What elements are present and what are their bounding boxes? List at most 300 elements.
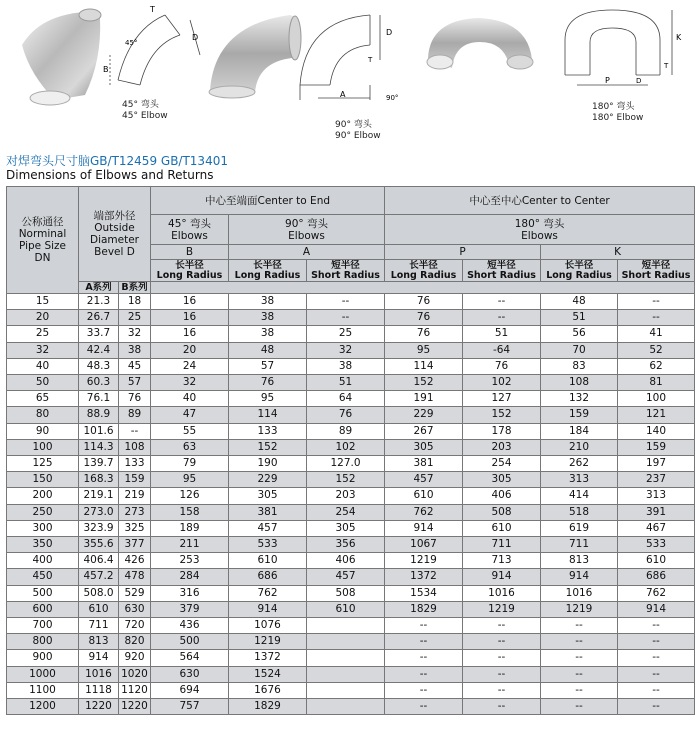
cell-od-a: 33.7 (79, 326, 119, 342)
elbow-45-photo (22, 9, 101, 105)
cell-od-b: 57 (119, 375, 151, 391)
cell-a-short (307, 634, 385, 650)
cell-p-short: 406 (463, 488, 541, 504)
sub-B-long-en: Long Radius (156, 269, 223, 281)
cell-p-long: 1219 (385, 553, 463, 569)
cell-a-short (307, 682, 385, 698)
cell-k-long: 1219 (541, 601, 618, 617)
cell-p-short: 102 (463, 375, 541, 391)
cell-k-short: 62 (618, 358, 695, 374)
caption-180 (592, 102, 643, 124)
cell-k-long: -- (541, 666, 618, 682)
cell-a-short: 89 (307, 423, 385, 439)
cell-k-long: 813 (541, 553, 618, 569)
header-center-to-end: 中心至端面Center to End (151, 187, 385, 215)
cell-a-long: 1829 (229, 699, 307, 715)
header-center-to-center: 中心至中心Center to Center (385, 187, 695, 215)
cell-p-short: 1016 (463, 585, 541, 601)
cell-k-long: 210 (541, 439, 618, 455)
cell-p-long: 152 (385, 375, 463, 391)
cell-a-long: 762 (229, 585, 307, 601)
cell-dn: 100 (7, 439, 79, 455)
cell-od-a: 48.3 (79, 358, 119, 374)
caption-45 (122, 100, 168, 122)
sub-K-short-cn: 短半径 (641, 259, 671, 271)
cell-od-a: 101.6 (79, 423, 119, 439)
cell-a-long: 686 (229, 569, 307, 585)
cell-a-long: 1076 (229, 618, 307, 634)
cell-p-long: 914 (385, 520, 463, 536)
sub-K-long-cn: 长半径 (564, 259, 594, 271)
cell-a-short: -- (307, 310, 385, 326)
table-body (7, 294, 695, 715)
cell-k-short: -- (618, 650, 695, 666)
cell-a-short: 305 (307, 520, 385, 536)
cell-k-short: 686 (618, 569, 695, 585)
cell-a-short: 64 (307, 391, 385, 407)
cell-a-long: 1524 (229, 666, 307, 682)
cell-k-short: 313 (618, 488, 695, 504)
sub-K-long-en: Long Radius (546, 269, 612, 281)
cell-od-a: 610 (79, 601, 119, 617)
hdr-od-en2: Diameter (89, 234, 140, 246)
cell-od-b: 108 (119, 439, 151, 455)
cell-dn: 800 (7, 634, 79, 650)
cell-b-long: 79 (151, 456, 229, 472)
cell-a-short: -- (307, 294, 385, 310)
hdr-dn-en3: DN (34, 252, 51, 264)
table-row (7, 294, 695, 310)
sub-A-long (229, 260, 307, 282)
cell-p-short: 610 (463, 520, 541, 536)
cell-od-a: 114.3 (79, 439, 119, 455)
cell-k-short: 762 (618, 585, 695, 601)
sub-B-long (151, 260, 229, 282)
cell-k-long: -- (541, 699, 618, 715)
label-D-90: D (386, 28, 393, 37)
hdr-dn-en1: Norminal (18, 228, 67, 240)
cell-od-b: 529 (119, 585, 151, 601)
cell-a-short: 406 (307, 553, 385, 569)
cell-k-long: 313 (541, 472, 618, 488)
cell-a-long: 914 (229, 601, 307, 617)
cell-p-short: 152 (463, 407, 541, 423)
cell-p-long: 305 (385, 439, 463, 455)
cell-dn: 250 (7, 504, 79, 520)
cell-p-long: -- (385, 682, 463, 698)
table-row (7, 601, 695, 617)
cell-p-short: -- (463, 682, 541, 698)
cell-a-long: 190 (229, 456, 307, 472)
table-row (7, 456, 695, 472)
cell-p-short: -- (463, 310, 541, 326)
cell-od-b: -- (119, 423, 151, 439)
cell-a-long: 95 (229, 391, 307, 407)
cell-dn: 400 (7, 553, 79, 569)
hdr-90-cn: 90° 弯头 (285, 217, 328, 230)
table-row (7, 634, 695, 650)
cell-b-long: 436 (151, 618, 229, 634)
cell-k-long: 711 (541, 537, 618, 553)
label-T-180: T (664, 62, 669, 70)
cell-b-long: 630 (151, 666, 229, 682)
caption-180-en: 180° Elbow (592, 113, 644, 123)
cell-k-long: 518 (541, 504, 618, 520)
cell-k-short: 159 (618, 439, 695, 455)
cell-b-long: 16 (151, 326, 229, 342)
table-title-cn: 对焊弯头尺寸脑GB/T12459 GB/T13401 (6, 154, 228, 168)
cell-k-short: -- (618, 294, 695, 310)
cell-b-long: 253 (151, 553, 229, 569)
cell-dn: 1000 (7, 666, 79, 682)
cell-b-long: 47 (151, 407, 229, 423)
cell-od-a: 323.9 (79, 520, 119, 536)
cell-p-long: 76 (385, 310, 463, 326)
cell-od-a: 42.4 (79, 342, 119, 358)
cell-dn: 150 (7, 472, 79, 488)
cell-k-short: 533 (618, 537, 695, 553)
cell-k-short: 467 (618, 520, 695, 536)
cell-b-long: 40 (151, 391, 229, 407)
cell-dn: 300 (7, 520, 79, 536)
cell-a-short: 254 (307, 504, 385, 520)
cell-a-short (307, 699, 385, 715)
cell-dn: 25 (7, 326, 79, 342)
cell-p-short: 203 (463, 439, 541, 455)
cell-od-b: 159 (119, 472, 151, 488)
table-row (7, 699, 695, 715)
cell-od-a: 355.6 (79, 537, 119, 553)
cell-k-long: 83 (541, 358, 618, 374)
cell-k-long: 262 (541, 456, 618, 472)
cell-p-long: 1534 (385, 585, 463, 601)
cell-od-b: 133 (119, 456, 151, 472)
cell-dn: 450 (7, 569, 79, 585)
cell-dn: 1200 (7, 699, 79, 715)
cell-dn: 32 (7, 342, 79, 358)
table-row (7, 375, 695, 391)
hdr-dn-en2: Pipe Size (18, 240, 67, 252)
cell-od-a: 21.3 (79, 294, 119, 310)
cell-a-long: 1372 (229, 650, 307, 666)
cell-a-long: 38 (229, 310, 307, 326)
cell-p-long: 267 (385, 423, 463, 439)
caption-90-en: 90° Elbow (335, 131, 381, 141)
cell-od-a: 457.2 (79, 569, 119, 585)
cell-k-short: 914 (618, 601, 695, 617)
caption-180-cn: 180° 弯头 (592, 102, 635, 112)
cell-od-b: 377 (119, 537, 151, 553)
sub-P-short-en: Short Radius (467, 269, 536, 281)
cell-p-long: 762 (385, 504, 463, 520)
sub-A-long-en: Long Radius (234, 269, 301, 281)
cell-p-long: 457 (385, 472, 463, 488)
cell-od-b: 25 (119, 310, 151, 326)
cell-p-long: 1829 (385, 601, 463, 617)
cell-b-long: 500 (151, 634, 229, 650)
cell-dn: 125 (7, 456, 79, 472)
header-series-b: B系列 (119, 282, 151, 294)
table-row (7, 423, 695, 439)
cell-p-long: 1067 (385, 537, 463, 553)
cell-k-long: 159 (541, 407, 618, 423)
header-180-elbow (385, 215, 695, 245)
cell-a-long: 133 (229, 423, 307, 439)
cell-dn: 15 (7, 294, 79, 310)
cell-a-short: 610 (307, 601, 385, 617)
label-T-90: T (368, 56, 373, 64)
cell-k-long: 56 (541, 326, 618, 342)
hdr-45-cn: 45° 弯头 (168, 217, 211, 230)
cell-p-short: 914 (463, 569, 541, 585)
table-row (7, 585, 695, 601)
cell-b-long: 16 (151, 294, 229, 310)
cell-a-long: 38 (229, 294, 307, 310)
cell-b-long: 24 (151, 358, 229, 374)
cell-a-long: 229 (229, 472, 307, 488)
cell-p-short: 1219 (463, 601, 541, 617)
cell-k-long: 108 (541, 375, 618, 391)
cell-dn: 600 (7, 601, 79, 617)
cell-dn: 1100 (7, 682, 79, 698)
cell-od-b: 1020 (119, 666, 151, 682)
table-row (7, 618, 695, 634)
cell-p-long: 76 (385, 294, 463, 310)
header-B: B (151, 245, 229, 260)
cell-a-short: 38 (307, 358, 385, 374)
cell-k-short: -- (618, 634, 695, 650)
label-45deg: 45° (125, 39, 138, 47)
table-row (7, 488, 695, 504)
caption-45-en: 45° Elbow (122, 111, 168, 121)
cell-od-a: 914 (79, 650, 119, 666)
cell-a-long: 114 (229, 407, 307, 423)
cell-od-b: 45 (119, 358, 151, 374)
hdr-od-cn: 端部外径 (93, 210, 136, 222)
label-B: B (103, 65, 109, 74)
cell-od-a: 406.4 (79, 553, 119, 569)
cell-b-long: 126 (151, 488, 229, 504)
caption-90 (335, 120, 381, 142)
table-row (7, 682, 695, 698)
cell-od-b: 720 (119, 618, 151, 634)
cell-k-long: -- (541, 618, 618, 634)
cell-dn: 90 (7, 423, 79, 439)
header-outside-diameter (79, 187, 151, 282)
hdr-od-en1: Outside (94, 222, 135, 234)
cell-a-short: 457 (307, 569, 385, 585)
cell-dn: 900 (7, 650, 79, 666)
cell-od-a: 168.3 (79, 472, 119, 488)
cell-k-short: 140 (618, 423, 695, 439)
cell-p-short: -- (463, 650, 541, 666)
sub-A-short-cn: 短半径 (331, 259, 360, 271)
cell-p-short: 305 (463, 472, 541, 488)
cell-k-short: -- (618, 682, 695, 698)
cell-b-long: 564 (151, 650, 229, 666)
cell-a-short: 51 (307, 375, 385, 391)
cell-a-long: 38 (229, 326, 307, 342)
sub-B-long-cn: 长半径 (175, 259, 204, 271)
cell-od-a: 1220 (79, 699, 119, 715)
sub-P-short (463, 260, 541, 282)
cell-dn: 500 (7, 585, 79, 601)
cell-p-short: -- (463, 618, 541, 634)
cell-dn: 50 (7, 375, 79, 391)
cell-a-short (307, 666, 385, 682)
header-P: P (385, 245, 541, 260)
label-T-45: T (150, 5, 155, 14)
cell-a-short: 152 (307, 472, 385, 488)
cell-b-long: 55 (151, 423, 229, 439)
cell-p-long: -- (385, 699, 463, 715)
table-row (7, 310, 695, 326)
cell-k-long: 1016 (541, 585, 618, 601)
cell-k-short: 237 (618, 472, 695, 488)
return-180-photo (427, 18, 533, 69)
cell-b-long: 379 (151, 601, 229, 617)
label-A: A (340, 90, 346, 99)
cell-p-long: 610 (385, 488, 463, 504)
cell-k-long: 414 (541, 488, 618, 504)
cell-k-short: -- (618, 699, 695, 715)
cell-p-short: 713 (463, 553, 541, 569)
cell-od-a: 139.7 (79, 456, 119, 472)
table-row (7, 358, 695, 374)
cell-dn: 700 (7, 618, 79, 634)
caption-45-cn: 45° 弯头 (122, 100, 159, 110)
table-row (7, 537, 695, 553)
cell-a-long: 48 (229, 342, 307, 358)
cell-k-long: 184 (541, 423, 618, 439)
cell-a-long: 381 (229, 504, 307, 520)
cell-p-long: 114 (385, 358, 463, 374)
header-nominal-size (7, 187, 79, 294)
cell-a-short: 102 (307, 439, 385, 455)
cell-a-short: 25 (307, 326, 385, 342)
label-K: K (676, 33, 682, 42)
cell-p-long: -- (385, 650, 463, 666)
cell-k-short: -- (618, 618, 695, 634)
cell-k-long: 51 (541, 310, 618, 326)
cell-p-short: -64 (463, 342, 541, 358)
sub-K-long (541, 260, 618, 282)
hdr-180-en: Elbows (521, 229, 558, 242)
cell-od-a: 273.0 (79, 504, 119, 520)
cell-p-short: -- (463, 634, 541, 650)
cell-p-short: 127 (463, 391, 541, 407)
cell-od-b: 630 (119, 601, 151, 617)
cell-od-a: 60.3 (79, 375, 119, 391)
cell-p-short: 76 (463, 358, 541, 374)
cell-k-short: 197 (618, 456, 695, 472)
cell-a-long: 1219 (229, 634, 307, 650)
cell-b-long: 20 (151, 342, 229, 358)
cell-a-long: 305 (229, 488, 307, 504)
table-row (7, 553, 695, 569)
cell-p-short: 51 (463, 326, 541, 342)
cell-b-long: 16 (151, 310, 229, 326)
cell-p-long: 76 (385, 326, 463, 342)
cell-k-short: 41 (618, 326, 695, 342)
label-90deg: 90° (386, 94, 399, 102)
cell-p-short: -- (463, 294, 541, 310)
cell-dn: 65 (7, 391, 79, 407)
table-row (7, 666, 695, 682)
cell-a-short: 127.0 (307, 456, 385, 472)
cell-od-a: 88.9 (79, 407, 119, 423)
cell-od-b: 820 (119, 634, 151, 650)
cell-od-a: 508.0 (79, 585, 119, 601)
cell-od-b: 426 (119, 553, 151, 569)
cell-od-b: 1120 (119, 682, 151, 698)
cell-a-short: 76 (307, 407, 385, 423)
cell-p-short: -- (463, 699, 541, 715)
table-row (7, 407, 695, 423)
cell-od-b: 920 (119, 650, 151, 666)
table-row (7, 472, 695, 488)
cell-k-long: -- (541, 682, 618, 698)
cell-dn: 20 (7, 310, 79, 326)
cell-a-long: 76 (229, 375, 307, 391)
cell-b-long: 63 (151, 439, 229, 455)
cell-a-short (307, 618, 385, 634)
cell-b-long: 211 (151, 537, 229, 553)
label-D-180: D (636, 77, 642, 85)
cell-od-a: 26.7 (79, 310, 119, 326)
cell-od-b: 219 (119, 488, 151, 504)
cell-p-short: 711 (463, 537, 541, 553)
cell-a-long: 1676 (229, 682, 307, 698)
cell-od-b: 273 (119, 504, 151, 520)
cell-od-b: 18 (119, 294, 151, 310)
cell-p-long: 1372 (385, 569, 463, 585)
cell-p-long: 381 (385, 456, 463, 472)
table-row (7, 520, 695, 536)
cell-od-a: 711 (79, 618, 119, 634)
cell-b-long: 189 (151, 520, 229, 536)
hdr-od-en3: Bevel D (94, 246, 135, 258)
elbow-45-drawing (110, 15, 200, 85)
elbow-90-photo (209, 15, 301, 98)
cell-od-b: 76 (119, 391, 151, 407)
cell-p-short: -- (463, 666, 541, 682)
hdr-90-en: Elbows (288, 229, 325, 242)
cell-dn: 40 (7, 358, 79, 374)
cell-p-long: -- (385, 634, 463, 650)
sub-P-long-cn: 长半径 (409, 259, 438, 271)
header-spacer (151, 282, 695, 294)
cell-p-long: 191 (385, 391, 463, 407)
header-A: A (229, 245, 385, 260)
hdr-45-en: Elbows (171, 229, 208, 242)
cell-k-short: 391 (618, 504, 695, 520)
cell-a-short: 508 (307, 585, 385, 601)
dimensions-table (6, 186, 695, 715)
cell-dn: 200 (7, 488, 79, 504)
cell-a-short: 356 (307, 537, 385, 553)
cell-p-short: 254 (463, 456, 541, 472)
cell-od-a: 1118 (79, 682, 119, 698)
cell-od-b: 89 (119, 407, 151, 423)
cell-b-long: 316 (151, 585, 229, 601)
cell-od-a: 219.1 (79, 488, 119, 504)
table-row (7, 391, 695, 407)
cell-k-long: 914 (541, 569, 618, 585)
cell-od-a: 76.1 (79, 391, 119, 407)
sub-P-short-cn: 短半径 (487, 259, 516, 271)
cell-b-long: 757 (151, 699, 229, 715)
